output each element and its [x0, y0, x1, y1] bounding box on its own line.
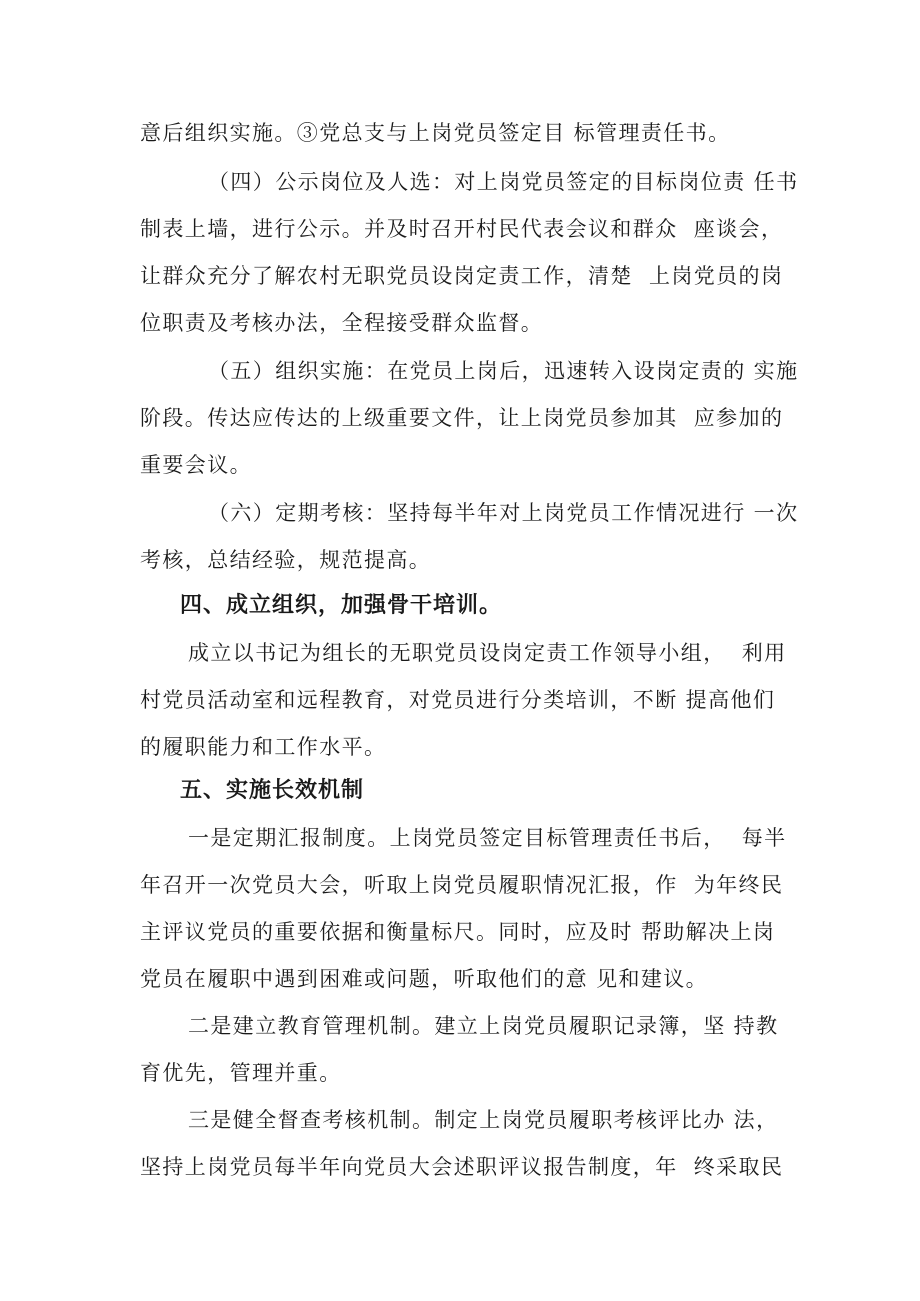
- paragraph-line: 阶段。传达应传达的上级重要文件，让上岗党员参加其 应参加的: [140, 406, 784, 430]
- paragraph-line: 村党员活动室和远程教育，对党员进行分类培训，不断 提高他们: [140, 688, 776, 712]
- paragraph-line: 的履职能力和工作水平。: [140, 735, 387, 759]
- paragraph-line: （五）组织实施：在党员上岗后，迅速转入设岗定责的 实施: [208, 359, 799, 383]
- paragraph-line: 考核，总结经验，规范提高。: [140, 548, 432, 572]
- paragraph-line: 二是建立教育管理机制。建立上岗党员履职记录簿，坚 持教: [188, 1014, 779, 1038]
- paragraph-line: 意后组织实施。③党总支与上岗党员签定目 标管理责任书。: [140, 121, 731, 145]
- paragraph-line: 制表上墙，进行公示。并及时召开村民代表会议和群众 座谈会，: [140, 217, 784, 241]
- paragraph-line: 党员在履职中遇到困难或问题，听取他们的意 见和建议。: [140, 967, 709, 991]
- section-heading: 五、实施长效机制: [180, 778, 365, 803]
- paragraph-line: 让群众充分了解农村无职党员设岗定责工作，清楚 上岗党员的岗: [140, 264, 784, 288]
- paragraph-line: 育优先，管理并重。: [140, 1061, 342, 1085]
- section-heading: 四、成立组织，加强骨干培训。: [180, 593, 503, 618]
- paragraph-line: （四）公示岗位及人选：对上岗党员签定的目标岗位责 任书: [208, 170, 799, 194]
- paragraph-line: 年召开一次党员大会，听取上岗党员履职情况汇报，作 为年终民: [140, 873, 784, 897]
- paragraph-line: 位职责及考核办法，全程接受群众监督。: [140, 311, 544, 335]
- paragraph-line: 坚持上岗党员每半年向党员大会述职评议报告制度，年 终采取民: [140, 1155, 784, 1179]
- paragraph-line: （六）定期考核：坚持每半年对上岗党员工作情况进行 一次: [208, 501, 799, 525]
- paragraph-line: 一是定期汇报制度。上岗党员签定目标管理责任书后， 每半: [188, 826, 787, 850]
- paragraph-line: 重要会议。: [140, 453, 252, 477]
- paragraph-line: 成立以书记为组长的无职党员设岗定责工作领导小组， 利用: [188, 641, 787, 665]
- paragraph-line: 三是健全督查考核机制。制定上岗党员履职考核评比办 法，: [188, 1108, 779, 1132]
- paragraph-line: 主评议党员的重要依据和衡量标尺。同时，应及时 帮助解决上岗: [140, 920, 776, 944]
